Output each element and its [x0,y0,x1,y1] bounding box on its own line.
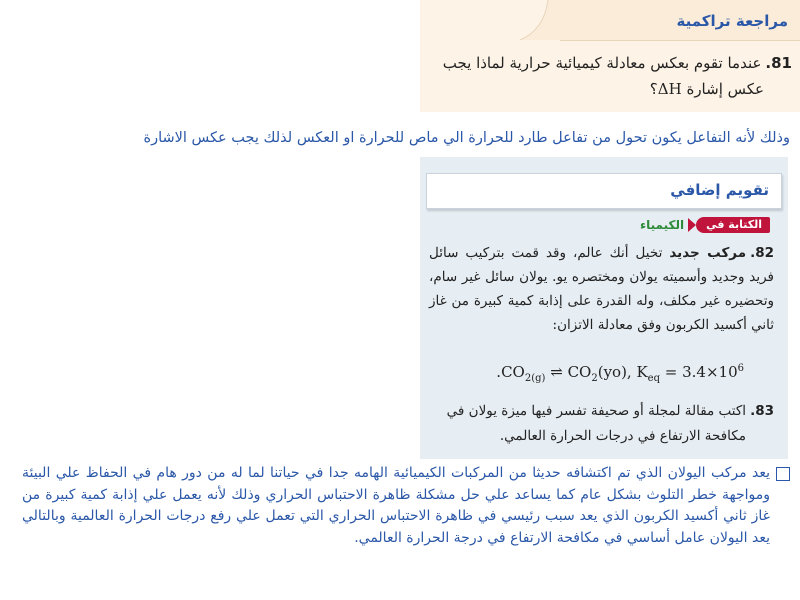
writing-tag-subject: الكيمياء [640,218,685,232]
assessment-title: تقويم إضافي [670,181,769,199]
equation-arrow: ⇌ [550,363,563,381]
equation-prefix: . [496,363,502,381]
assessment-header [426,173,782,209]
question-81-number: 81. [765,54,792,72]
question-82-number: 82. [750,245,775,261]
writing-in-chemistry-tag [640,217,770,233]
review-header-notch [520,0,560,40]
cumulative-review-box [420,0,800,112]
question-82-text: تخيل أنك عالم، وقد قمت بتركيب سائل فريد وجديد وأسميته يولان ومختصره يو. يولان سائل غير سام، وتحضيره غير مكلف، وله القدرة على إذابة كمية كبيرة من غاز ثاني أكسيد الكربون وفق معادلة الاتزان: [429,245,774,333]
checkbox-icon [776,467,790,481]
equation-k-exp: 6 [737,363,744,374]
question-82-term: مركب جديد [669,245,747,261]
equation-lhs-sub: 2(g) [524,373,546,384]
question-83-line-1: اكتب مقالة لمجلة أو صحيفة تفسر فيها ميزة يولان في [446,403,747,419]
question-82 [429,241,774,337]
writing-tag-label: الكتابة في [696,217,770,233]
writing-tag-arrow-icon [688,218,696,232]
review-title: مراجعة تراكمية [676,12,788,30]
equation-rhs-sub: 2 [591,373,598,384]
question-81-line-1: عندما تقوم بعكس معادلة كيميائية حرارية لماذا يجب [442,54,762,72]
equilibrium-equation [496,363,744,384]
question-81 [437,50,792,102]
additional-assessment-box [420,157,788,459]
question-83-line-2: مكافحة الارتفاع في درجات الحرارة العالمي. [499,428,746,444]
answer-83-text: يعد مركب اليولان الذي تم اكتشافه حديثا من المركبات الكيميائية الهامه جدا في حياتنا لما له من دور هام في الحفاظ علي البيئة ومواجهة خطر التلوث بشكل عام كما يساعد علي حل مشكلة ظاهرة الاحتباس الحراري وذلك لأنه يعمل علي إذابة كمية كبيرة من غاز ثاني أكسيد الكربون الذي يعد سبب رئيسي في ظاهرة الاحتباس الحراري التي تعمل علي رفع درجات الحرارة العالمية وبالتالي يعد اليولان عامل أساسي في مكافحة الارتفاع في درجة الحرارة العالمي. [22,465,770,546]
answer-83 [22,463,790,549]
equation-lhs: CO [501,363,525,381]
equation-k-value: = 3.4×10 [660,363,738,381]
equation-rhs: CO [567,363,592,381]
question-83 [429,399,774,449]
question-81-line-2: عكس إشارة ΔH؟ [649,80,764,98]
review-header [560,0,800,41]
question-83-number: 83. [750,403,774,419]
equation-rhs-phase: (yo), K [597,363,648,381]
answer-81: وذلك لأنه التفاعل يكون تحول من تفاعل طارد للحرارة الي ماص للحرارة او العكس لذلك يجب عكس الاشارة [143,130,790,146]
equation-k-sub: eq [647,373,660,384]
